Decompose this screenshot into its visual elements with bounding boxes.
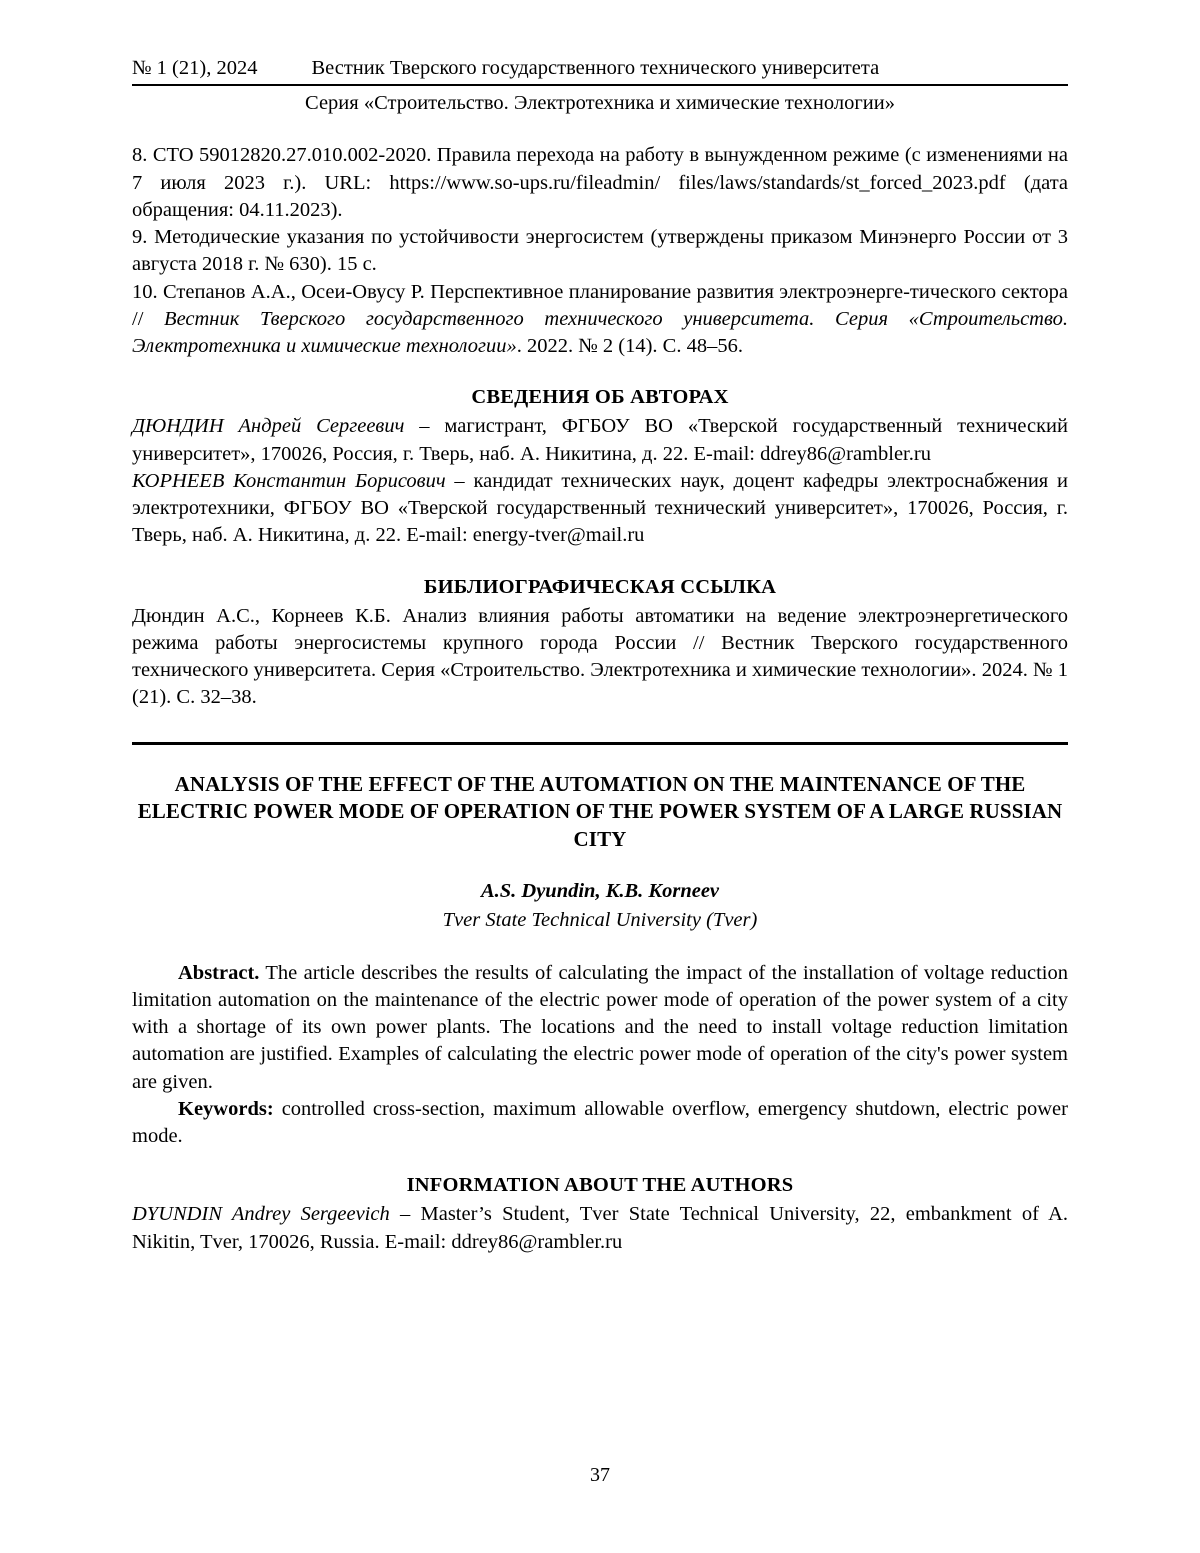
- english-affiliation: Tver State Technical University (Tver): [442, 908, 758, 931]
- author-name-dyundin: ДЮНДИН Андрей Сергеевич: [132, 415, 405, 438]
- reference-item-10: [132, 279, 1068, 361]
- reference-item-8: 8. СТО 59012820.27.010.002-2020. Правила перехода на работу в вынужденном режиме (с изменениями на 7 июля 2023 г.). URL: https://www.so-ups.ru/fileadmin/ files/laws/standards/st_forced_2023.pdf (дата обращения: 04.11.2023).: [132, 144, 1068, 221]
- reference-10-plain-start: 10. Степанов А.А., Осеи-Овусу Р. Перспективное планирование развития электроэнерге-тического сектора //: [132, 280, 1068, 330]
- english-title: ANALYSIS OF THE EFFECT OF THE AUTOMATION ON THE MAINTENANCE OF THE ELECTRIC POWER MODE OF OPERATION OF THE POWER SYSTEM OF A LARGE RUSSIAN CITY: [137, 771, 1063, 851]
- english-author-details-dyundin: – Master’s Student, Tver State Technical University, 22, embankment of A. Nikitin, Tver, 170026, Russia. E-mail: ddrey86@rambler.ru: [132, 1203, 1068, 1253]
- section-divider: [132, 742, 1068, 745]
- citation-text: Дюндин А.С., Корнеев К.Б. Анализ влияния работы автоматики на ведение электроэнергетического режима работы энергосистемы крупного города России // Вестник Тверского государственного технического университета. Серия «Строительство. Электротехника и химические технологии». 2024. № 1 (21). С. 32–38.: [132, 604, 1068, 709]
- keywords-label: Keywords:: [178, 1097, 274, 1120]
- reference-item-9: 9. Методические указания по устойчивости энергосистем (утверждены приказом Минэнерго России от 3 августа 2018 г. № 630). 15 с.: [132, 226, 1068, 276]
- keywords-text: controlled cross-section, maximum allowable overflow, emergency shutdown, electric power mode.: [132, 1097, 1068, 1148]
- abstract-label: Abstract.: [178, 961, 260, 984]
- abstract-paragraph: [132, 960, 1068, 1096]
- abstract-block: [132, 960, 1068, 1096]
- author-entry-dyundin: [132, 413, 1068, 468]
- running-head: [132, 56, 1068, 82]
- author-name-korneev: КОРНЕЕВ Константин Борисович: [132, 469, 446, 492]
- abstract-text: The article describes the results of calculating the impact of the installation of voltage reduction limitation automation on the maintenance of the electric power mode of operation of the power system of a city with a shortage of its own power plants. The locations and the need to install voltage reduction limitation automation are justified. Examples of calculating the electric power mode of operation of the city's power system are given.: [132, 961, 1068, 1093]
- keywords-paragraph: [132, 1096, 1068, 1151]
- journal-title: Вестник Тверского государственного технического университета: [311, 57, 880, 79]
- header-rule: [132, 84, 1068, 86]
- journal-series: Серия «Строительство. Электротехника и химические технологии»: [305, 91, 895, 114]
- reference-10-plain-end: . 2022. № 2 (14). С. 48–56.: [516, 335, 743, 358]
- reference-list: [132, 142, 1068, 360]
- english-info-heading: INFORMATION ABOUT THE AUTHORS: [406, 1174, 794, 1197]
- english-author-name-dyundin: DYUNDIN Andrey Sergeevich: [132, 1203, 390, 1226]
- page-number: 37: [590, 1464, 610, 1486]
- author-entry-korneev: [132, 468, 1068, 550]
- issue-number: № 1 (21), 2024: [132, 57, 258, 79]
- english-authors: A.S. Dyundin, K.B. Korneev: [480, 879, 720, 902]
- keywords-block: [132, 1096, 1068, 1151]
- author-details-korneev: – кандидат технических наук, доцент кафедры электроснабжения и электротехники, ФГБОУ ВО «Тверской государственный технический университет», 170026, Россия, г. Тверь, наб. А. Никитина, д. 22. E-mail: energy-tver@mail.ru: [132, 469, 1068, 547]
- english-authors-info: [132, 1201, 1068, 1256]
- citation-heading: БИБЛИОГРАФИЧЕСКАЯ ССЫЛКА: [423, 575, 777, 598]
- authors-info-heading: СВЕДЕНИЯ ОБ АВТОРАХ: [471, 386, 729, 409]
- reference-10-italic: Вестник Тверского государственного технического университета. Серия «Строительство. Электротехника и химические технологии»: [132, 307, 1068, 358]
- author-details-dyundin: – магистрант, ФГБОУ ВО «Тверской государственный технический университет», 170026, Россия, г. Тверь, наб. А. Никитина, д. 22. E-mail: ddrey86@rambler.ru: [132, 415, 1069, 465]
- english-author-entry-dyundin: [132, 1201, 1068, 1256]
